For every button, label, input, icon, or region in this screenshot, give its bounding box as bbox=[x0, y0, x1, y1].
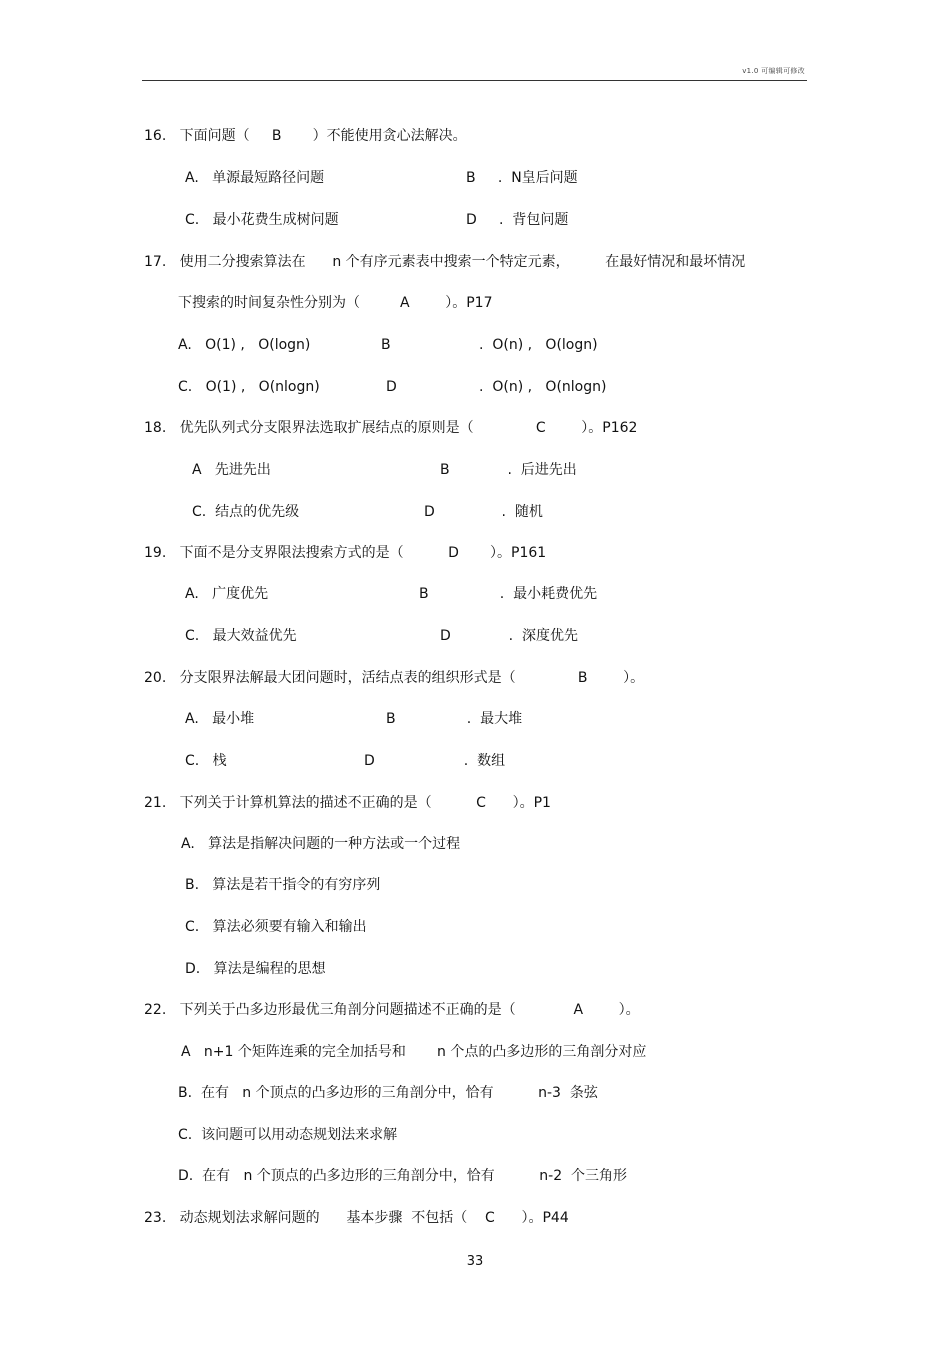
question-17-option-b: B bbox=[381, 337, 391, 353]
question-22-option-a: A n+1 个矩阵连乘的完全加括号和 n 个点的凸多边形的三角剖分对应 bbox=[181, 1044, 647, 1060]
question-19-option-c: C. 最大效益优先 bbox=[185, 628, 297, 644]
question-19-option-b: B . 最小耗费优先 bbox=[419, 586, 598, 602]
question-17-option-c: C. O(1) , O(nlogn) bbox=[178, 379, 320, 395]
question-22-option-d: D. 在有 n 个顶点的凸多边形的三角剖分中，恰有 n-2 个三角形 bbox=[178, 1168, 628, 1184]
header-version-note: v1.0 可编辑可修改 bbox=[742, 67, 805, 75]
question-16-stem: 16. 下面问题（ B ）不能使用贪心法解决。 bbox=[144, 128, 467, 144]
question-18-option-a: A 先进先出 bbox=[192, 462, 271, 478]
question-20-option-b: B . 最大堆 bbox=[386, 711, 523, 727]
question-16-option-c: C. 最小花费生成树问题 bbox=[185, 212, 339, 228]
question-18-option-d: D . 随机 bbox=[424, 504, 543, 520]
question-16-option-b: B . N皇后问题 bbox=[466, 170, 578, 186]
question-19-stem: 19. 下面不是分支界限法搜索方式的是（ D ）。P161 bbox=[144, 545, 547, 561]
question-20-option-a: A. 最小堆 bbox=[185, 711, 255, 727]
question-17-option-a: A. O(1) , O(logn) bbox=[178, 337, 311, 353]
question-17-stem-line1: 17. 使用二分搜索算法在 n 个有序元素表中搜索一个特定元素， 在最好情况和最坏情况 bbox=[144, 254, 746, 270]
question-17-option-d-text: . O(n) , O(nlogn) bbox=[479, 379, 607, 395]
question-21-option-d: D. 算法是编程的思想 bbox=[185, 961, 326, 977]
question-17-stem-line2: 下搜索的时间复杂性分别为（ A ）。P17 bbox=[178, 295, 493, 311]
question-20-option-c: C. 栈 bbox=[185, 753, 227, 769]
question-21-stem: 21. 下列关于计算机算法的描述不正确的是（ C ）。P1 bbox=[144, 795, 551, 811]
question-23-stem: 23. 动态规划法求解问题的 基本步骤 不包括（ C ）。P44 bbox=[144, 1210, 569, 1226]
question-16-option-a: A. 单源最短路径问题 bbox=[185, 170, 325, 186]
question-22-option-b: B. 在有 n 个顶点的凸多边形的三角剖分中，恰有 n-3 条弦 bbox=[178, 1085, 598, 1101]
question-20-stem: 20. 分支限界法解最大团问题时，活结点表的组织形式是（ B ）。 bbox=[144, 670, 645, 686]
question-19-option-d: D . 深度优先 bbox=[440, 628, 578, 644]
question-17-option-d: D bbox=[386, 379, 397, 395]
question-18-option-b: B . 后进先出 bbox=[440, 462, 577, 478]
question-21-option-c: C. 算法必须要有输入和输出 bbox=[185, 919, 367, 935]
question-22-option-c: C. 该问题可以用动态规划法来求解 bbox=[178, 1127, 398, 1143]
page-number: 33 bbox=[466, 1254, 484, 1269]
question-21-option-b: B. 算法是若干指令的有穷序列 bbox=[185, 877, 381, 893]
question-19-option-a: A. 广度优先 bbox=[185, 586, 269, 602]
question-17-option-b-text: . O(n) , O(logn) bbox=[479, 337, 598, 353]
question-16-option-d: D . 背包问题 bbox=[466, 212, 569, 228]
question-18-stem: 18. 优先队列式分支限界法选取扩展结点的原则是（ C ）。P162 bbox=[144, 420, 638, 436]
question-22-stem: 22. 下列关于凸多边形最优三角剖分问题描述不正确的是（ A ）。 bbox=[144, 1002, 640, 1018]
question-20-option-d: D . 数组 bbox=[364, 753, 506, 769]
header-rule bbox=[142, 80, 807, 81]
question-18-option-c: C. 结点的优先级 bbox=[192, 504, 300, 520]
question-21-option-a: A. 算法是指解决问题的一种方法或一个过程 bbox=[181, 836, 461, 852]
